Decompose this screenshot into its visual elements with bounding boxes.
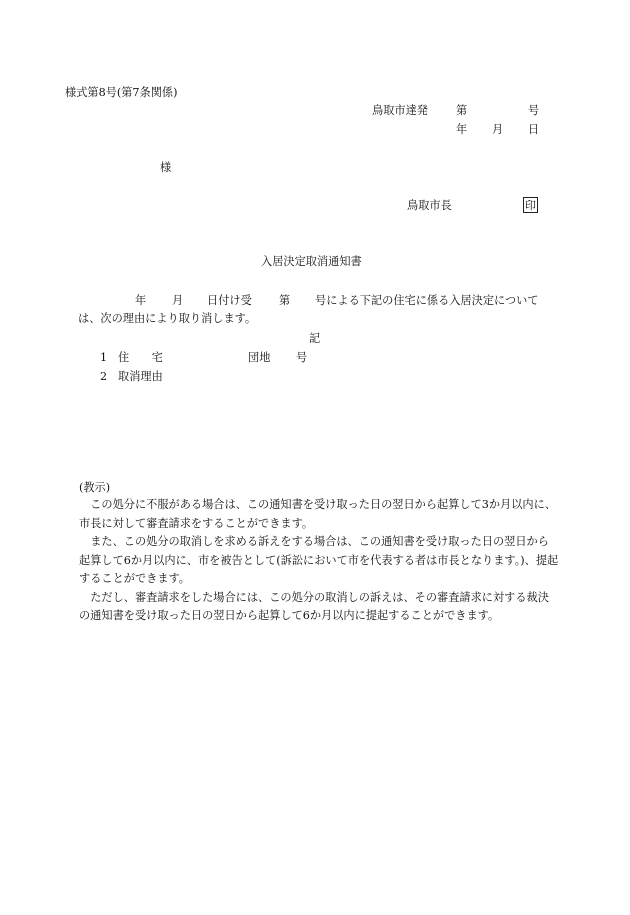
ref-dated: 日付け受	[207, 294, 252, 307]
addressee-honorific: 様	[160, 161, 172, 174]
issuer-label: 鳥取市達発	[372, 104, 428, 117]
notice-paragraph-3: ただし、審査請求をした場合には、この処分の取消しの訴えは、その審査請求に対する裁決の通知書を受け取った日の翌日から起算して6か月以内に提起することができます。	[79, 590, 549, 622]
seal-mark-text: 印	[525, 199, 536, 212]
doc-number-suffix: 号	[528, 104, 540, 117]
date-year: 年	[456, 123, 468, 136]
item-1-number: 1	[100, 351, 108, 364]
notice-heading: (教示)	[79, 481, 111, 494]
seal-mark	[523, 197, 538, 213]
item-2-number: 2	[100, 370, 108, 383]
notice-paragraph-2: また、この処分の取消しを求める訴えをする場合は、この通知書を受け取った日の翌日から起算して6か月以内に、市を被告として(訴訟において市を代表する者は市長となります。)、提起することができます。	[79, 535, 559, 585]
ref-month: 月	[172, 294, 184, 307]
sender-title: 鳥取市長	[407, 199, 452, 212]
doc-number-prefix: 第	[456, 104, 468, 117]
form-number: 様式第8号(第7条関係)	[65, 86, 178, 99]
document-title: 入居決定取消通知書	[261, 255, 362, 268]
body-line-2: は、次の理由により取り消します。	[78, 312, 257, 325]
date-day: 日	[528, 123, 540, 136]
ref-sentence: 号による下記の住宅に係る入居決定について	[315, 294, 539, 307]
ki-label: 記	[309, 332, 321, 345]
ref-year: 年	[135, 294, 147, 307]
notice-body	[79, 496, 559, 626]
item-1-field-b: 号	[296, 351, 308, 364]
item-2-label: 取消理由	[118, 370, 163, 383]
notice-paragraph-1: この処分に不服がある場合は、この通知書を受け取った日の翌日から起算して3か月以内に、市長に対して審査請求をすることができます。	[79, 498, 556, 530]
item-1-label: 住 宅	[118, 351, 163, 364]
date-month: 月	[492, 123, 504, 136]
ref-number-prefix: 第	[279, 294, 291, 307]
item-1-field-a: 団地	[248, 351, 271, 364]
